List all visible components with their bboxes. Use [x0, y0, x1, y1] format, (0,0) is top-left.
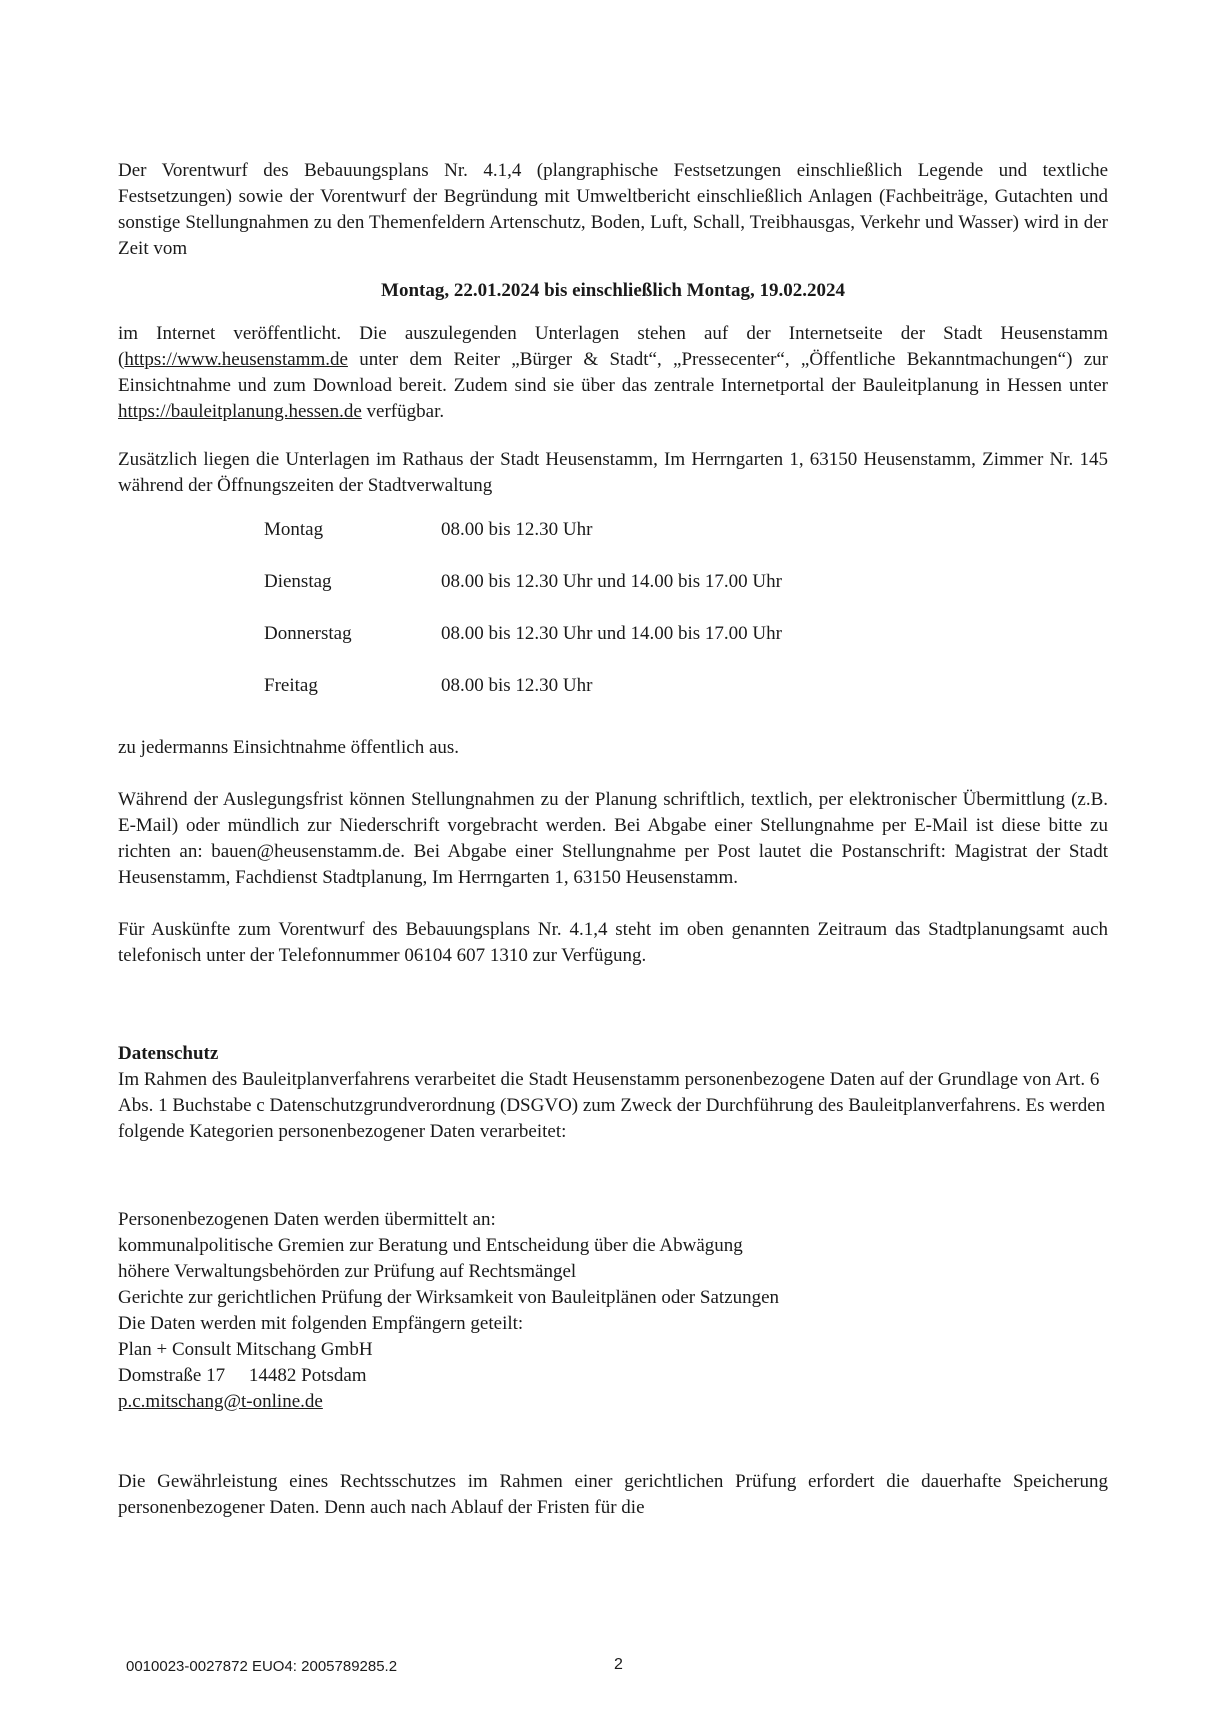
recipients-line: Die Daten werden mit folgenden Empfängern geteilt: — [118, 1313, 524, 1334]
after-hours-text: zu jedermanns Einsichtnahme öffentlich aus. — [118, 737, 460, 758]
hours-time: 08.00 bis 12.30 Uhr — [441, 675, 593, 696]
datenschutz-paragraph: Im Rahmen des Bauleitplanverfahrens verarbeitet die Stadt Heusenstamm personenbezogene Daten auf der Grundlage von Art. 6 Abs. 1 Buchstabe c Datenschutzgrundverordnung (DSGVO) zum Zweck der Durchführung des Bauleitplanverfahrens. Es werden folgende Kategorien personenbezogener Daten verarbeitet: — [118, 1069, 1106, 1142]
publication-paragraph — [118, 321, 1108, 425]
rathaus-paragraph: Zusätzlich liegen die Unterlagen im Rathaus der Stadt Heusenstamm, Im Herrngarten 1, 63150 Heusenstamm, Zimmer Nr. 145 während der Öffnungszeiten der Stadtverwaltung — [118, 449, 1108, 496]
company-street: Domstraße 17 — [118, 1365, 226, 1386]
recipients-line: höhere Verwaltungsbehörden zur Prüfung auf Rechtsmängel — [118, 1261, 577, 1282]
recipients-line: Personenbezogenen Daten werden übermittelt an: — [118, 1209, 496, 1230]
heusenstamm-link[interactable]: https://www.heusenstamm.de — [124, 349, 348, 370]
recipients-block — [118, 1207, 1108, 1415]
closing-paragraph: Die Gewährleistung eines Rechtsschutzes im Rahmen einer gerichtlichen Prüfung erfordert die dauerhafte Speicherung personenbezogener Daten. Denn auch nach Ablauf der Fristen für die — [118, 1471, 1108, 1518]
hours-time: 08.00 bis 12.30 Uhr und 14.00 bis 17.00 Uhr — [441, 571, 782, 592]
document-body — [118, 158, 1108, 1521]
page-number: 2 — [614, 1656, 623, 1673]
hours-day: Donnerstag — [264, 623, 352, 644]
intro-paragraph: Der Vorentwurf des Bebauungsplans Nr. 4.1,4 (plangraphische Festsetzungen einschließlich Legende und textliche Festsetzungen) sowie der Vorentwurf der Begründung mit Umweltbericht einschließlich Anlagen (Fachbeiträge, Gutachten und sonstige Stellungnahmen zu den Themenfeldern Artenschutz, Boden, Luft, Schall, Treibhausgas, Verkehr und Wasser) wird in der Zeit vom — [118, 160, 1108, 259]
footer-doc-id: 0010023-0027872 EUO4: 2005789285.2 — [126, 1658, 398, 1675]
company-name: Plan + Consult Mitschang GmbH — [118, 1339, 373, 1360]
recipients-line: Gerichte zur gerichtlichen Prüfung der Wirksamkeit von Bauleitplänen oder Satzungen — [118, 1287, 780, 1308]
company-email-link[interactable]: p.c.mitschang@t-online.de — [118, 1391, 323, 1412]
date-range: Montag, 22.01.2024 bis einschließlich Montag, 19.02.2024 — [381, 280, 845, 301]
hours-day: Dienstag — [264, 571, 332, 592]
hours-row — [264, 569, 1108, 621]
hours-day: Montag — [264, 519, 324, 540]
hours-row — [264, 673, 1108, 725]
info-paragraph: Für Auskünfte zum Vorentwurf des Bebauungsplans Nr. 4.1,4 steht im oben genannten Zeitraum das Stadtplanungsamt auch telefonisch unter der Telefonnummer 06104 607 1310 zur Verfügung. — [118, 919, 1108, 966]
publication-text-2: unter dem Reiter „Bürger & Stadt“, „Pressecenter“, „Öffentliche Bekanntmachungen“) zur Einsichtnahme und zum Download bereit. Zudem sind sie über das zentrale Internetportal der Bauleitplanung in Hessen unter — [118, 349, 1108, 396]
company-address — [118, 1363, 1108, 1389]
bauleitplanung-link[interactable]: https://bauleitplanung.hessen.de — [118, 401, 362, 422]
hours-row — [264, 621, 1108, 673]
hours-time: 08.00 bis 12.30 Uhr und 14.00 bis 17.00 Uhr — [441, 623, 782, 644]
company-city: 14482 Potsdam — [248, 1365, 367, 1386]
recipients-line: kommunalpolitische Gremien zur Beratung und Entscheidung über die Abwägung — [118, 1235, 743, 1256]
opening-hours — [264, 517, 1108, 725]
publication-text-3: verfügbar. — [361, 401, 445, 422]
publication-text-1: im Internet veröffentlicht. Die auszulegenden Unterlagen stehen auf der Internetseite der Stadt Heusenstamm ( — [118, 323, 1108, 370]
hours-time: 08.00 bis 12.30 Uhr — [441, 519, 593, 540]
hours-row — [264, 517, 1108, 569]
comments-paragraph: Während der Auslegungsfrist können Stellungnahmen zu der Planung schriftlich, textlich, per elektronischer Übermittlung (z.B. E-Mail) oder mündlich zur Niederschrift vorgebracht werden. Bei Abgabe einer Stellungnahme per E-Mail ist diese bitte zu richten an: bauen@heusenstamm.de. Bei Abgabe einer Stellungnahme per Post lautet die Postanschrift: Magistrat der Stadt Heusenstamm, Fachdienst Stadtplanung, Im Herrngarten 1, 63150 Heusenstamm. — [118, 789, 1108, 888]
hours-day: Freitag — [264, 675, 318, 696]
datenschutz-title: Datenschutz — [118, 1043, 219, 1064]
